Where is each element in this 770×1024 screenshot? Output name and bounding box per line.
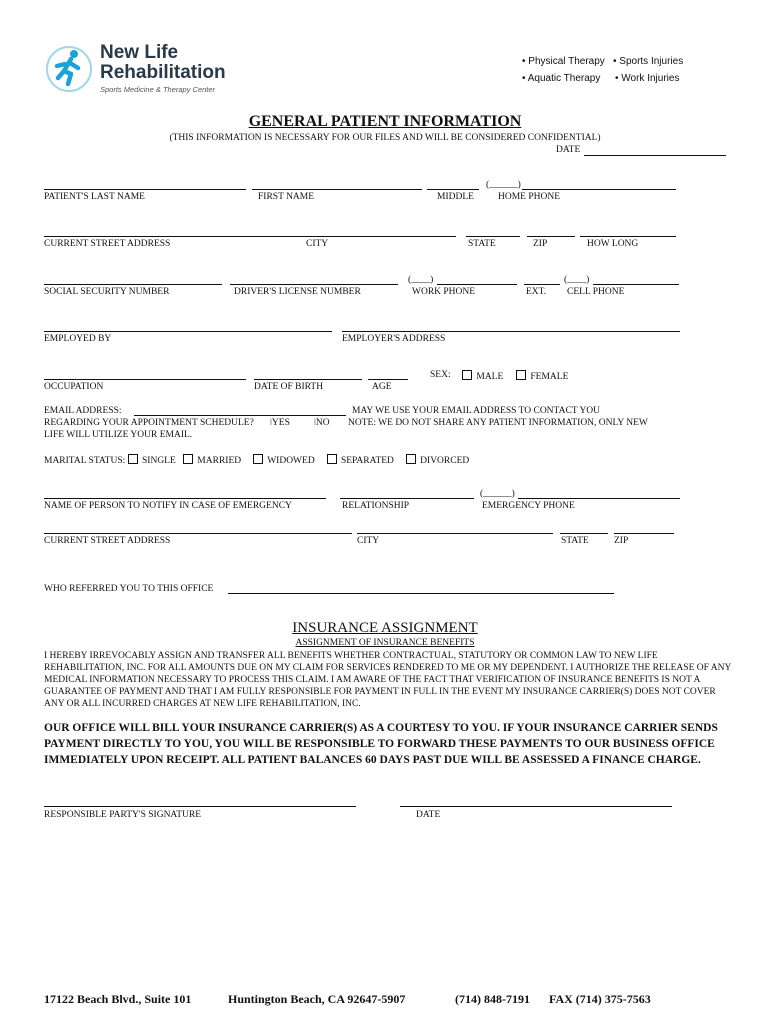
email-question: MAY WE USE YOUR EMAIL ADDRESS TO CONTACT YOU [352,406,601,416]
signature-date-label: DATE [416,810,441,820]
married-label: MARRIED [197,456,242,466]
city-label: CITY [306,239,329,249]
emergency-street-label: CURRENT STREET ADDRESS [44,536,171,546]
emergency-phone-line[interactable] [518,498,680,499]
emergency-city-label: CITY [357,536,380,546]
ssn-label: SOCIAL SECURITY NUMBER [44,287,170,297]
first-name-line[interactable] [252,189,422,190]
insurance-body: I HEREBY IRREVOCABLY ASSIGN AND TRANSFER ALL BENEFITS WHETHER CONTRACTUAL, STATUTORY OR COMMON LAW TO NEW LIFE REHABILITATION, INC. FOR ALL AMOUNTS DUE ON MY CLAIM FOR SERVICES RENDERED TO ME OR MY DEPENDENT. I AUTHORIZE THE RELEASE OF ANY MEDICAL INFORMATION NECESSARY TO PROCESS THIS CLAIM. I AM AWARE OF THE FACT THAT VERIFICATION OF INSURANCE BENEFITS IS NOT A GUARANTEE OF PAYMENT AND THAT I AM FULLY RESPONSIBLE FOR PAYMENT IN FULL IN THE EVENT MY INSURANCE CARRIER(S) DOES NOT COVER ANY OR ALL INCURRED CHARGES AT NEW LIFE REHABILITATION, INC. [44,651,731,709]
date-line[interactable] [584,155,726,156]
running-figure-logo-icon [44,44,94,94]
male-checkbox[interactable] [462,370,472,380]
how-long-label: HOW LONG [587,239,639,249]
female-option[interactable]: FEMALE [516,370,568,382]
footer-city: Huntington Beach, CA 92647-5907 [228,992,406,1006]
signature-date-line[interactable] [400,806,672,807]
signature-line[interactable] [44,806,356,807]
yes-checkbox-icon[interactable]: ǀ [270,418,272,428]
last-name-label: PATIENT'S LAST NAME [44,192,145,202]
no-checkbox-icon[interactable]: ǀ [314,418,316,428]
emergency-street-line[interactable] [44,533,352,534]
marital-status-row [44,454,469,466]
date-label: DATE [556,145,581,155]
single-checkbox[interactable] [128,454,138,464]
separated-checkbox[interactable] [327,454,337,464]
email-label: EMAIL ADDRESS: [44,406,122,416]
work-phone-label: WORK PHONE [412,287,476,297]
work-phone-line[interactable] [437,284,517,285]
emergency-phone-label: EMERGENCY PHONE [482,501,575,511]
home-phone-paren: (______) [486,180,521,190]
cell-phone-label: CELL PHONE [567,287,625,297]
footer-phone: (714) 848-7191 [455,992,530,1006]
insurance-title: INSURANCE ASSIGNMENT [292,620,478,636]
employed-by-label: EMPLOYED BY [44,334,112,344]
billing-notice: OUR OFFICE WILL BILL YOUR INSURANCE CARRIER(S) AS A COURTESY TO YOU. IF YOUR INSURANCE CARRIER SENDS PAYMENT DIRECTLY TO YOU, YOU WILL BE RESPONSIBLE TO FORWARD THESE PAYMENTS TO OUR BUSINESS OFFICE IMMEDIATELY UPON RECEIPT. ALL PATIENT BALANCES 60 DAYS PAST DUE WILL BE ASSESSED A FINANCE CHARGE. [44,722,718,766]
street-label: CURRENT STREET ADDRESS [44,239,171,249]
married-checkbox[interactable] [183,454,193,464]
logo-name-line2: Rehabilitation [100,62,226,83]
relationship-label: RELATIONSHIP [342,501,410,511]
how-long-line[interactable] [580,236,676,237]
service-physical-therapy: • Physical Therapy [522,56,605,67]
street-line[interactable] [44,236,456,237]
widowed-checkbox[interactable] [253,454,263,464]
ssn-line[interactable] [44,284,222,285]
widowed-label: WIDOWED [267,456,315,466]
footer-address: 17122 Beach Blvd., Suite 101 [44,992,192,1006]
email-yes-option[interactable]: ǀYES [270,418,290,428]
email-line[interactable] [134,415,346,416]
logo-tagline: Sports Medicine & Therapy Center [100,85,216,94]
sex-label: SEX: [430,370,451,380]
age-line[interactable] [368,379,408,380]
cell-phone-paren: (____) [564,275,590,285]
relationship-line[interactable] [340,498,474,499]
first-name-label: FIRST NAME [258,192,315,202]
last-name-line[interactable] [44,189,246,190]
service-work-injuries: • Work Injuries [615,73,680,84]
employed-by-line[interactable] [44,331,332,332]
emergency-name-line[interactable] [44,498,326,499]
logo-name-line1: New Life [100,42,179,63]
license-label: DRIVER'S LICENSE NUMBER [234,287,361,297]
dob-label: DATE OF BIRTH [254,382,324,392]
referred-line[interactable] [228,593,614,594]
form-title: GENERAL PATIENT INFORMATION [248,113,522,130]
divorced-checkbox[interactable] [406,454,416,464]
state-label: STATE [468,239,496,249]
occupation-label: OCCUPATION [44,382,104,392]
service-sports-injuries: • Sports Injuries [613,56,684,67]
single-label: SINGLE [142,456,176,466]
middle-line[interactable] [427,189,479,190]
email-no-option[interactable]: ǀNO [314,418,330,428]
emergency-city-line[interactable] [357,533,553,534]
age-label: AGE [372,382,392,392]
emergency-name-label: NAME OF PERSON TO NOTIFY IN CASE OF EMERGENCY [44,501,292,511]
ext-line[interactable] [524,284,560,285]
zip-label: ZIP [533,239,548,249]
marital-label: MARITAL STATUS: [44,456,126,466]
service-aquatic-therapy: • Aquatic Therapy [522,73,601,84]
emergency-state-line[interactable] [560,533,608,534]
emergency-phone-paren: (______) [480,489,515,499]
employer-address-line[interactable] [342,331,680,332]
occupation-line[interactable] [44,379,246,380]
home-phone-line[interactable] [522,189,676,190]
signature-label: RESPONSIBLE PARTY'S SIGNATURE [44,810,202,820]
divorced-label: DIVORCED [420,456,470,466]
form-subtitle: (THIS INFORMATION IS NECESSARY FOR OUR FILES AND WILL BE CONSIDERED CONFIDENTIAL) [169,133,601,143]
emergency-zip-label: ZIP [614,536,629,546]
emergency-state-label: STATE [561,536,589,546]
cell-phone-line[interactable] [593,284,679,285]
email-question-2: REGARDING YOUR APPOINTMENT SCHEDULE? [44,418,254,428]
zip-line[interactable] [527,236,575,237]
dob-line[interactable] [254,379,362,380]
middle-label: MIDDLE [437,192,474,202]
state-line[interactable] [466,236,520,237]
privacy-note: NOTE: WE DO NOT SHARE ANY PATIENT INFORMATION, ONLY NEW [348,418,648,428]
female-checkbox[interactable] [516,370,526,380]
referred-label: WHO REFERRED YOU TO THIS OFFICE [44,584,214,594]
privacy-note-2: LIFE WILL UTILIZE YOUR EMAIL. [44,430,193,440]
emergency-zip-line[interactable] [614,533,674,534]
home-phone-label: HOME PHONE [498,192,561,202]
license-line[interactable] [230,284,398,285]
logo [44,42,244,98]
male-option[interactable]: MALE [462,370,503,382]
separated-label: SEPARATED [340,456,394,466]
employer-address-label: EMPLOYER'S ADDRESS [342,334,446,344]
insurance-subtitle: ASSIGNMENT OF INSURANCE BENEFITS [295,638,475,648]
work-phone-paren: (____) [408,275,434,285]
footer-fax: FAX (714) 375-7563 [549,992,651,1006]
ext-label: EXT. [526,287,547,297]
